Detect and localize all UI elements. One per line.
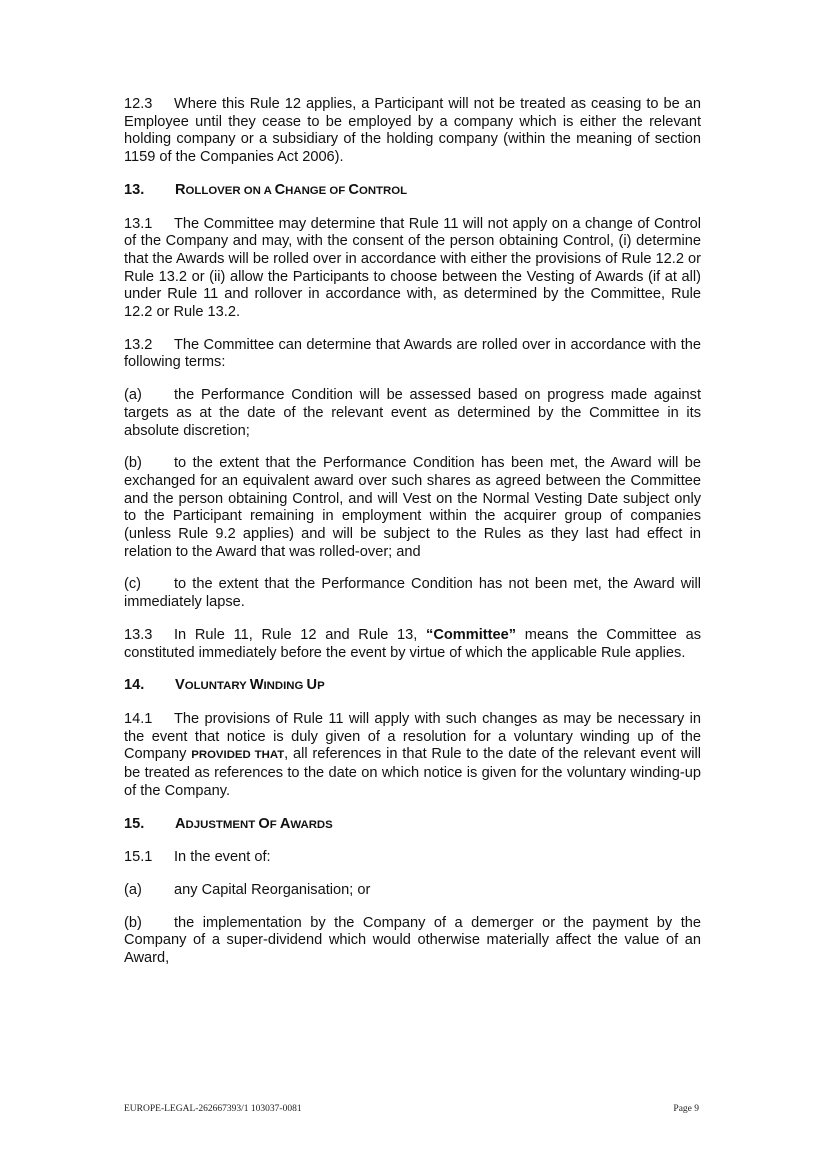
- clause-number: 15.1: [124, 849, 153, 866]
- clause-13-2: [124, 337, 701, 372]
- clause-text: Where this Rule 12 applies, a Participant will not be treated as ceasing to be an Employee until they cease to be employed by a company which is either the relevant holding company or a subsidiary of the holding company (within the meaning of section 1159 of the Companies Act 2006).: [124, 96, 701, 166]
- clause-13-1: [124, 216, 701, 322]
- clause-number: 14.1: [124, 710, 153, 727]
- clause-text: The Committee may determine that Rule 11 will not apply on a change of Control of the Company and may, with the consent of the person obtaining Control, (i) determine that the Awards will be rolled over in accordance with either the provisions of Rule 12.2 or Rule 13.2 or (ii) allow the Participants to choose between the Vesting of Awards (if at all) under Rule 11 and rollover in accordance with, as determined by the Committee, Rule 12.2 or Rule 13.2.: [124, 215, 701, 321]
- sub-clause-13-2-c: [124, 576, 701, 611]
- sub-clause-text: any Capital Reorganisation; or: [174, 881, 371, 898]
- section-heading-14: 14. VOLUNTARY WINDING UP: [124, 677, 325, 694]
- clause-number: 13.2: [124, 336, 153, 353]
- clause-number: 13.1: [124, 215, 153, 232]
- section-number: 13.: [124, 181, 145, 198]
- footer-document-reference: EUROPE-LEGAL-262667393/1 103037-0081: [124, 1104, 302, 1114]
- sub-clause-label: (a): [124, 881, 142, 898]
- clause-text: In the event of:: [174, 849, 271, 866]
- sub-clause-label: (c): [124, 576, 142, 593]
- sub-clause-text: to the extent that the Performance Condition has been met, the Award will be exchanged for an equivalent award over such shares as agreed between the Committee and the person obtaining Control, and will Vest on the Normal Vesting Date subject only to the Participant remaining in employment within the acquirer group of companies (unless Rule 9.2 applies) and will be subject to the Rules as they last had effect in relation to the Award that was rolled-over; and: [124, 455, 701, 560]
- clause-15-1: [124, 849, 701, 867]
- provided-that-keyword: PROVIDED THAT: [191, 749, 285, 762]
- clause-number: 13.3: [124, 626, 153, 643]
- sub-clause-13-2-b: [124, 455, 701, 561]
- footer-page-number: Page 9: [673, 1104, 699, 1114]
- sub-clause-text: to the extent that the Performance Condition has not been met, the Award will immediately lapse.: [124, 576, 701, 611]
- clause-12-3: [124, 96, 701, 167]
- sub-clause-text: the Performance Condition will be assessed based on progress made against targets as at the date of the relevant event as determined by the Committee in its absolute discretion;: [124, 387, 701, 439]
- clause-number: 12.3: [124, 96, 153, 112]
- sub-clause-label: (b): [124, 914, 142, 931]
- sub-clause-text: the implementation by the Company of a demerger or the payment by the Company of a super-dividend which would otherwise materially affect the value of an Award,: [124, 914, 701, 967]
- document-body: [124, 96, 701, 983]
- sub-clause-label: (a): [124, 387, 142, 404]
- section-number: 15.: [124, 815, 145, 832]
- section-number: 14.: [124, 677, 145, 694]
- clause-text: The Committee can determine that Awards are rolled over in accordance with the following terms:: [124, 336, 701, 371]
- section-heading-15: 15. ADJUSTMENT OF AWARDS: [124, 815, 333, 832]
- sub-clause-15-1-b: [124, 915, 701, 968]
- clause-14-1: 14.1 The provisions of Rule 11 will apply with such changes as may be necessary in the event that notice is duly given of a resolution for a voluntary winding up of the Company PROVIDED THAT, all references in that Rule to the date of the relevant event will be treated as references to the date on which notice is given for the voluntary winding-up of the Company.: [124, 710, 701, 799]
- section-heading-13: 13. ROLLOVER ON A CHANGE OF CONTROL: [124, 181, 408, 198]
- sub-clause-label: (b): [124, 455, 142, 472]
- defined-term: “Committee”: [426, 626, 517, 643]
- clause-13-3: 13.3 In Rule 11, Rule 12 and Rule 13, “Committee” means the Committee as constituted immediately before the event by virtue of which the applicable Rule applies.: [124, 626, 701, 661]
- sub-clause-13-2-a: [124, 387, 701, 440]
- sub-clause-15-1-a: [124, 882, 701, 900]
